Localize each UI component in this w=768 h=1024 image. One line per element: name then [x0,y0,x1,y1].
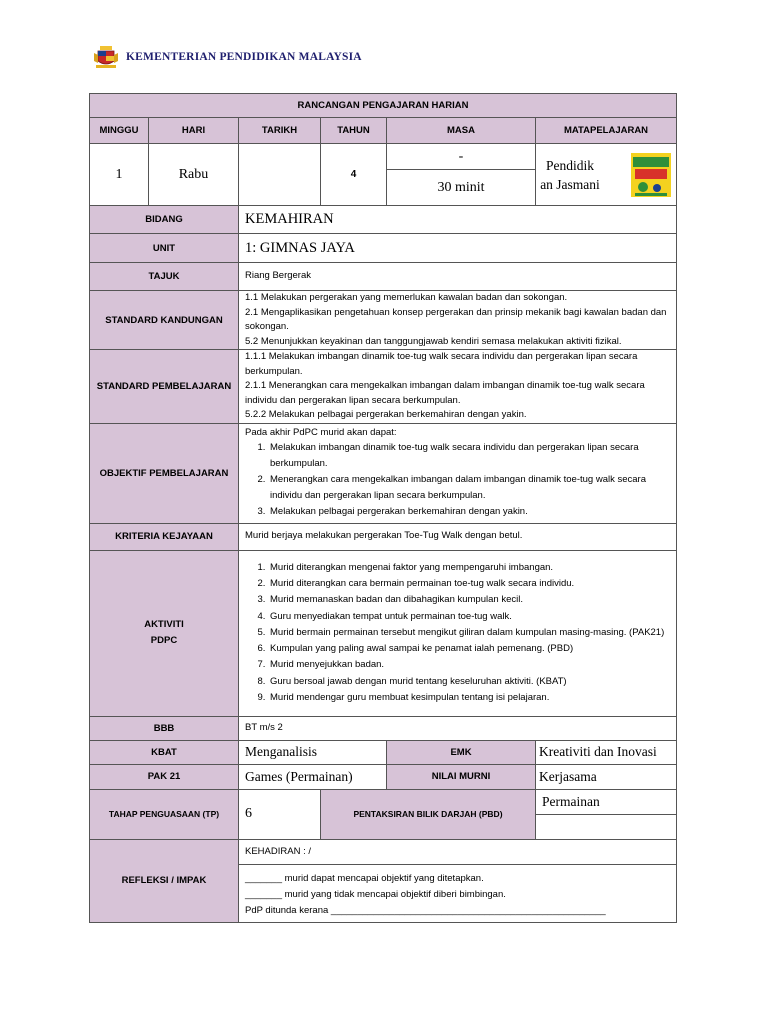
aktiviti-item: 5. Murid bermain permainan tersebut mengikut giliran dalam kumpulan masing-masing. (PAK21) [268,625,672,641]
tajuk-label: TAJUK [90,263,239,291]
aktiviti-item: 1. Murid diterangkan mengenai faktor yang mempengaruhi imbangan. [268,560,672,576]
aktiviti-item: 8. Guru bersoal jawab dengan murid tentang keseluruhan aktiviti. (KBAT) [268,674,672,690]
op-intro: Pada akhir PdPC murid akan dapat: [245,427,397,438]
sp-value [239,350,677,424]
kk-label: KRITERIA KEJAYAAN [90,523,239,550]
aktiviti-label-line1: AKTIVITI [144,619,184,630]
tp-value: 6 [239,789,321,839]
header-tahun: TAHUN [321,118,387,144]
bbb-value: BT m/s 2 [239,716,677,740]
sp-item: 1.1.1 Melakukan imbangan dinamik toe-tug walk secara individu dan pergerakan lipan secara berkumpulan. [245,351,638,377]
nilai-murni-value: Kerjasama [536,764,677,789]
aktiviti-item: 7. Murid menyejukkan badan. [268,657,672,673]
lesson-plan-table [89,93,677,923]
bbb-label: BBB [90,716,239,740]
aktiviti-label [90,550,239,716]
masa-top: - [387,144,536,170]
tp-label: TAHAP PENGUASAAN (TP) [90,789,239,839]
pbd-empty-cell [536,814,677,839]
sk-item: 1.1 Melakukan pergerakan yang memerlukan kawalan badan dan sokongan. [245,292,568,303]
aktiviti-item: 2. Murid diterangkan cara bermain permainan toe-tug walk secara individu. [268,576,672,592]
hari-value: Rabu [149,144,239,206]
aktiviti-label-line2: PDPC [150,635,178,646]
op-label: OBJEKTIF PEMBELAJARAN [90,423,239,523]
malaysia-crest-icon [92,45,120,69]
sk-label: STANDARD KANDUNGAN [90,291,239,350]
refleksi-value [239,839,677,922]
header-tarikh: TARIKH [239,118,321,144]
table-title: RANCANGAN PENGAJARAN HARIAN [90,94,677,118]
kehadiran-line: KEHADIRAN : / [239,840,676,865]
refleksi-line: _______ murid yang tidak mencapai objektif diberi bimbingan. [245,888,506,900]
op-item: 1. Melakukan imbangan dinamik toe-tug walk secara individu dan pergerakan lipan secara berkumpulan. [268,440,672,472]
sp-label: STANDARD PEMBELAJARAN [90,350,239,424]
aktiviti-item: 9. Murid mendengar guru membuat kesimpulan tentang isi pelajaran. [268,690,672,706]
kbat-value: Menganalisis [239,740,387,764]
emk-label: EMK [387,740,536,764]
pak21-value: Games (Permainan) [239,764,387,789]
unit-label: UNIT [90,234,239,263]
pbd-value: Permainan [536,789,677,814]
refleksi-line: PdP ditunda kerana ____________________________________________________ [245,904,606,916]
textbook-cover-image [631,153,671,197]
sk-item: 2.1 Mengaplikasikan pengetahuan konsep pergerakan dan prinsip mekanik bagi kawalan badan dan sokongan. [245,306,667,332]
op-item: 2. Menerangkan cara mengekalkan imbangan dalam imbangan dinamik toe-tug walk secara individu dan pergerakan lipan secara berkumpulan. [268,472,672,504]
kk-value: Murid berjaya melakukan pergerakan Toe-Tug Walk dengan betul. [239,523,677,550]
aktiviti-value [239,550,677,716]
masa-bottom: 30 minit [387,170,536,206]
sp-item: 2.1.1 Menerangkan cara mengekalkan imbangan dalam imbangan dinamik toe-tug walk secara individu dan pergerakan lipan secara berkumpulan. [245,380,645,406]
ministry-name: KEMENTERIAN PENDIDIKAN MALAYSIA [126,51,362,63]
pbd-label: PENTAKSIRAN BILIK DARJAH (PBD) [321,789,536,839]
aktiviti-item: 6. Kumpulan yang paling awal sampai ke penamat ialah pemenang. (PBD) [268,641,672,657]
sk-item: 5.2 Menunjukkan keyakinan dan tanggungjawab kendiri semasa melakukan aktiviti fizikal. [245,335,622,347]
header-matapelajaran: MATAPELAJARAN [536,118,677,144]
matapelajaran-cell [536,144,677,206]
tajuk-value: Riang Bergerak [239,263,677,291]
sk-value [239,291,677,350]
bidang-label: BIDANG [90,206,239,234]
minggu-value: 1 [90,144,149,206]
tarikh-value [239,144,321,206]
refleksi-label: REFLEKSI / IMPAK [90,839,239,922]
aktiviti-item: 4. Guru menyediakan tempat untuk permainan toe-tug walk. [268,609,672,625]
matapelajaran-value: Pendidik an Jasmani [540,157,600,192]
refleksi-line: _______ murid dapat mencapai objektif yang ditetapkan. [245,872,484,884]
kbat-label: KBAT [90,740,239,764]
aktiviti-item: 3. Murid memanaskan badan dan dibahagikan kumpulan kecil. [268,592,672,608]
nilai-murni-label: NILAI MURNI [387,764,536,789]
header-hari: HARI [149,118,239,144]
ministry-header [92,44,362,70]
header-minggu: MINGGU [90,118,149,144]
sp-item: 5.2.2 Melakukan pelbagai pergerakan berkemahiran dengan yakin. [245,409,527,420]
header-masa: MASA [387,118,536,144]
op-item: 3. Melakukan pelbagai pergerakan berkemahiran dengan yakin. [268,504,672,520]
emk-value: Kreativiti dan Inovasi [536,740,677,764]
unit-value: 1: GIMNAS JAYA [239,234,677,263]
bidang-value: KEMAHIRAN [239,206,677,234]
tahun-value: 4 [321,144,387,206]
pak21-label: PAK 21 [90,764,239,789]
op-value [239,423,677,523]
